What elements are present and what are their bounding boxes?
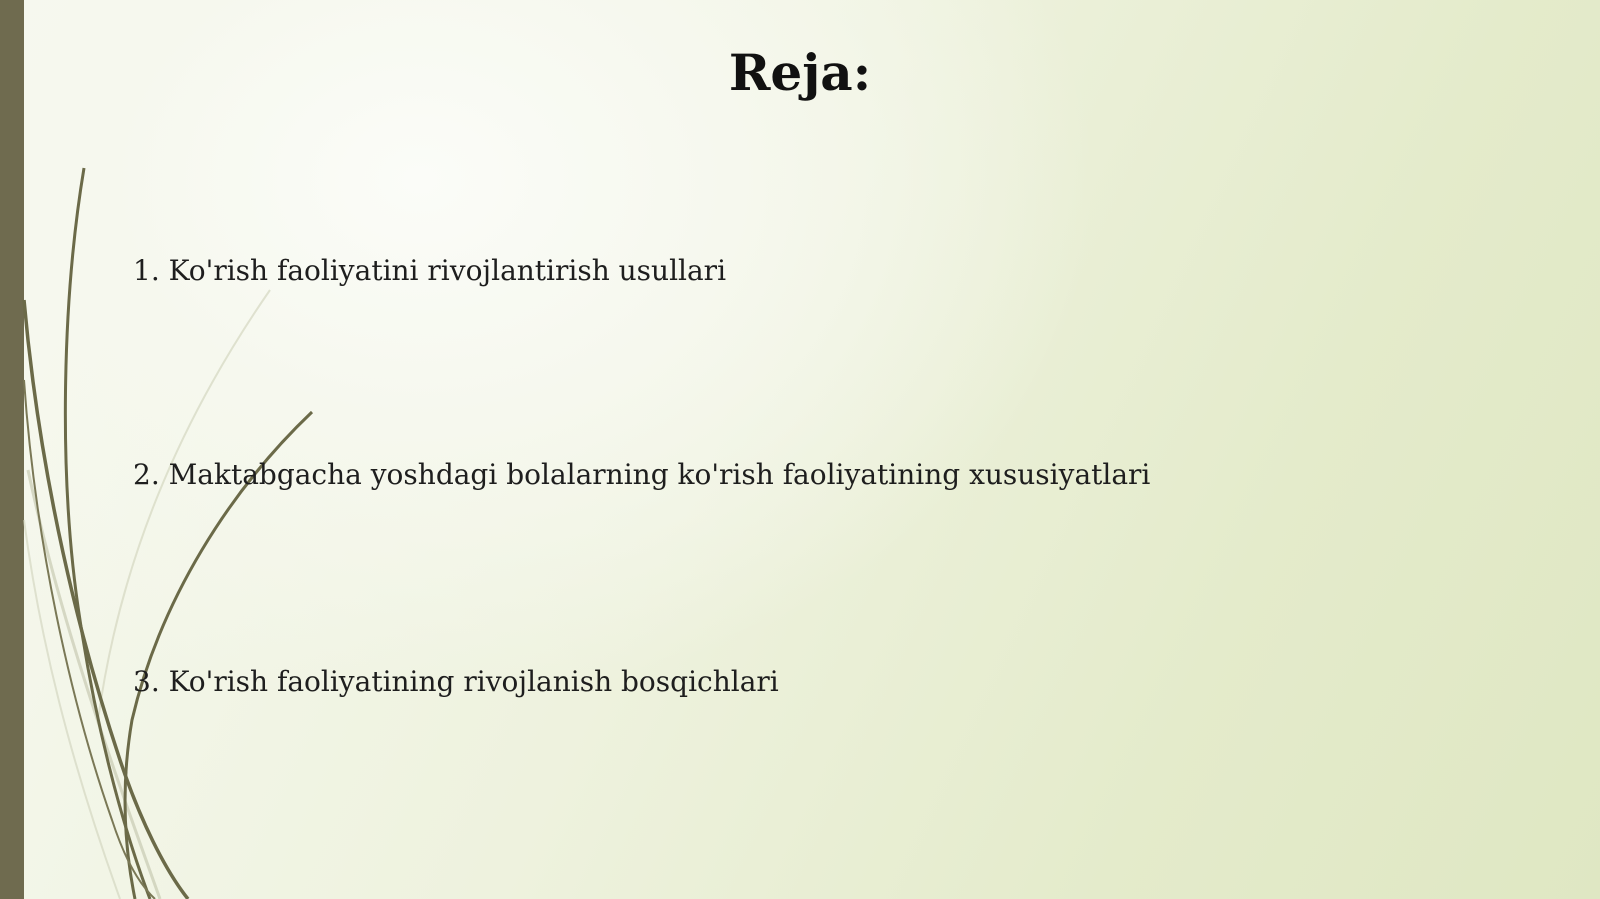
slide-title: Reja: — [728, 43, 872, 102]
plan-item-3: 3. Ko'rish faoliyatining rivojlanish bosqichlari — [133, 665, 779, 698]
grass-blade-faint — [98, 290, 270, 720]
grass-blades-decoration — [0, 0, 400, 899]
plan-item-2: 2. Maktabgacha yoshdagi bolalarning ko'rish faoliyatining xususiyatlari — [133, 458, 1151, 491]
grass-blade-faint — [24, 520, 120, 899]
left-accent-bar — [0, 0, 24, 899]
grass-blade — [24, 300, 188, 899]
plan-item-1: 1. Ko'rish faoliyatini rivojlantirish usullari — [133, 254, 727, 287]
